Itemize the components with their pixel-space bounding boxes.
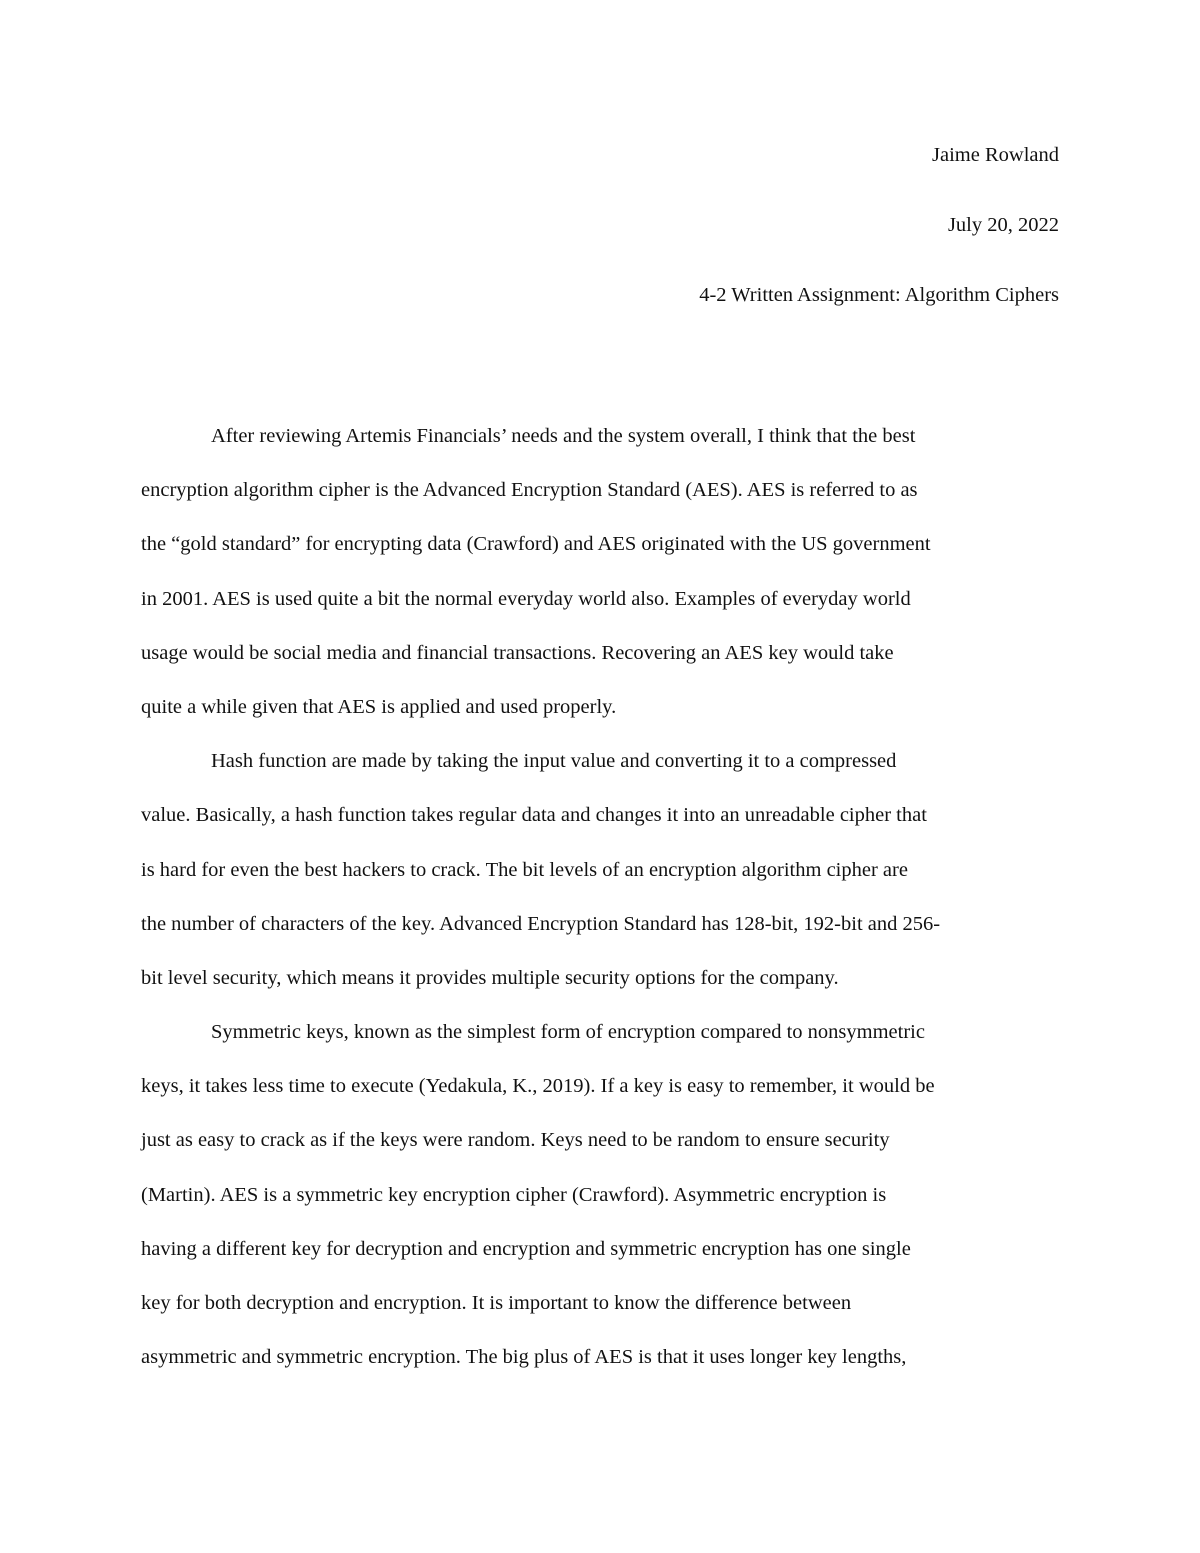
- document-date: July 20, 2022: [947, 214, 1059, 236]
- paragraph-3-line: having a different key for decryption and encryption and symmetric encryption has one single: [141, 1237, 911, 1260]
- document-body: [141, 418, 1059, 1393]
- paragraph-2-line: the number of characters of the key. Advanced Encryption Standard has 128-bit, 192-bit and 256-: [141, 912, 941, 935]
- paragraph-1-line: quite a while given that AES is applied and used properly.: [141, 695, 617, 718]
- paragraph-2-line: value. Basically, a hash function takes regular data and changes it into an unreadable cipher that: [141, 804, 927, 827]
- paragraph-3-line: keys, it takes less time to execute (Yedakula, K., 2019). If a key is easy to remember, it would be: [141, 1075, 935, 1098]
- paragraph-2-line: is hard for even the best hackers to crack. The bit levels of an encryption algorithm cipher are: [141, 858, 908, 881]
- paragraph-1-line: After reviewing Artemis Financials’ needs and the system overall, I think that the best: [211, 425, 916, 447]
- paragraph-3-line: key for both decryption and encryption. It is important to know the difference between: [141, 1292, 852, 1314]
- paragraph-3-line: (Martin). AES is a symmetric key encryption cipher (Crawford). Asymmetric encryption is: [141, 1183, 887, 1206]
- paragraph-2-line: Hash function are made by taking the input value and converting it to a compressed: [211, 750, 897, 773]
- paragraph-1-line: usage would be social media and financial transactions. Recovering an AES key would take: [141, 641, 894, 664]
- paragraph-1-line: encryption algorithm cipher is the Advanced Encryption Standard (AES). AES is referred to as: [141, 479, 918, 502]
- author-name: Jaime Rowland: [932, 144, 1059, 166]
- paragraph-1-line: the “gold standard” for encrypting data (Crawford) and AES originated with the US government: [141, 533, 931, 556]
- paragraph-1-line: in 2001. AES is used quite a bit the normal everyday world also. Examples of everyday world: [141, 587, 911, 610]
- paragraph-2-line: bit level security, which means it provides multiple security options for the company.: [141, 966, 839, 989]
- document-header: [141, 137, 1059, 347]
- paragraph-3-line: asymmetric and symmetric encryption. The big plus of AES is that it uses longer key lengths,: [141, 1346, 907, 1369]
- paragraph-3-line: Symmetric keys, known as the simplest form of encryption compared to nonsymmetric: [211, 1021, 925, 1044]
- assignment-title: 4-2 Written Assignment: Algorithm Ciphers: [699, 284, 1059, 306]
- paragraph-3-line: just as easy to crack as if the keys were random. Keys need to be random to ensure security: [141, 1129, 890, 1152]
